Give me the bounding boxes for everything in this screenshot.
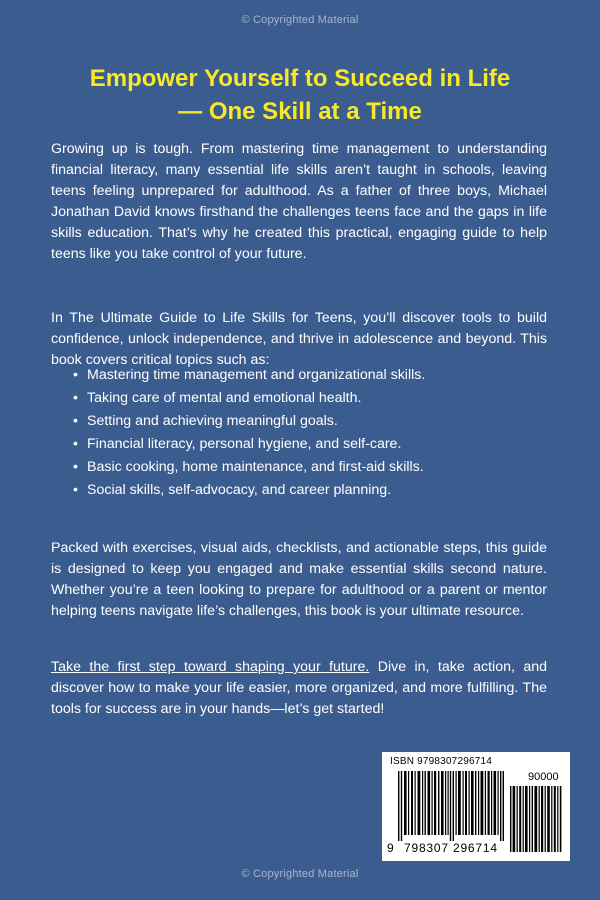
- list-item: • Taking care of mental and emotional health.: [73, 387, 553, 410]
- list-item: • Basic cooking, home maintenance, and first-aid skills.: [73, 456, 553, 479]
- headline-line-2: — One Skill at a Time: [178, 98, 422, 125]
- packed-paragraph: Packed with exercises, visual aids, checklists, and actionable steps, this guide is designed to keep you engaged and make essential skills second nature. Whether you’re a teen looking to prepare for adulthood or a parent or mentor helping teens navigate life’s challenges, this book is your ultimate resource.: [51, 540, 547, 619]
- topics-bullet-list: [73, 364, 553, 502]
- barcode-digits: 798307 296714: [404, 841, 498, 855]
- list-item: • Mastering time management and organizational skills.: [73, 364, 553, 387]
- barcode-bars-icon: [398, 771, 504, 841]
- barcode-digit-prefix: 9: [387, 841, 394, 855]
- copyright-watermark-top: © Copyrighted Material: [241, 14, 359, 26]
- copyright-watermark-bottom: © Copyrighted Material: [241, 868, 359, 880]
- cta-rest-text: Dive in, take action, and discover how to make your life easier, more organized, and more fulfilling. The tools for success are in your hands—let’s get started!: [51, 659, 547, 717]
- list-item: • Financial literacy, personal hygiene, and self-care.: [73, 433, 553, 456]
- isbn-label: ISBN 9798307296714: [390, 756, 493, 767]
- list-item: • Setting and achieving meaningful goals.: [73, 410, 553, 433]
- list-item: • Social skills, self-advocacy, and career planning.: [73, 479, 553, 502]
- cta-underlined-text: Take the first step toward shaping your future.: [51, 659, 370, 675]
- price-barcode-bars-icon: [510, 786, 562, 852]
- call-to-action-paragraph: [51, 657, 547, 720]
- topics-intro-paragraph: In The Ultimate Guide to Life Skills for Teens, you’ll discover tools to build confidence, unlock independence, and thrive in adolescence and beyond. This book covers critical topics such as:: [51, 310, 547, 368]
- price-code: 90000: [528, 771, 559, 783]
- isbn-barcode: [382, 752, 570, 861]
- headline-line-1: Empower Yourself to Succeed in Life: [89, 65, 511, 92]
- intro-paragraph: Growing up is tough. From mastering time management to understanding financial literacy, many essential life skills aren’t taught in schools, leaving teens feeling unprepared for adulthood. As a father of three boys, Michael Jonathan David knows firsthand the challenges teens face and the gaps in life skills education. That’s why he created this practical, engaging guide to help teens like you take control of your future.: [51, 141, 547, 262]
- back-cover-headline: [30, 62, 570, 128]
